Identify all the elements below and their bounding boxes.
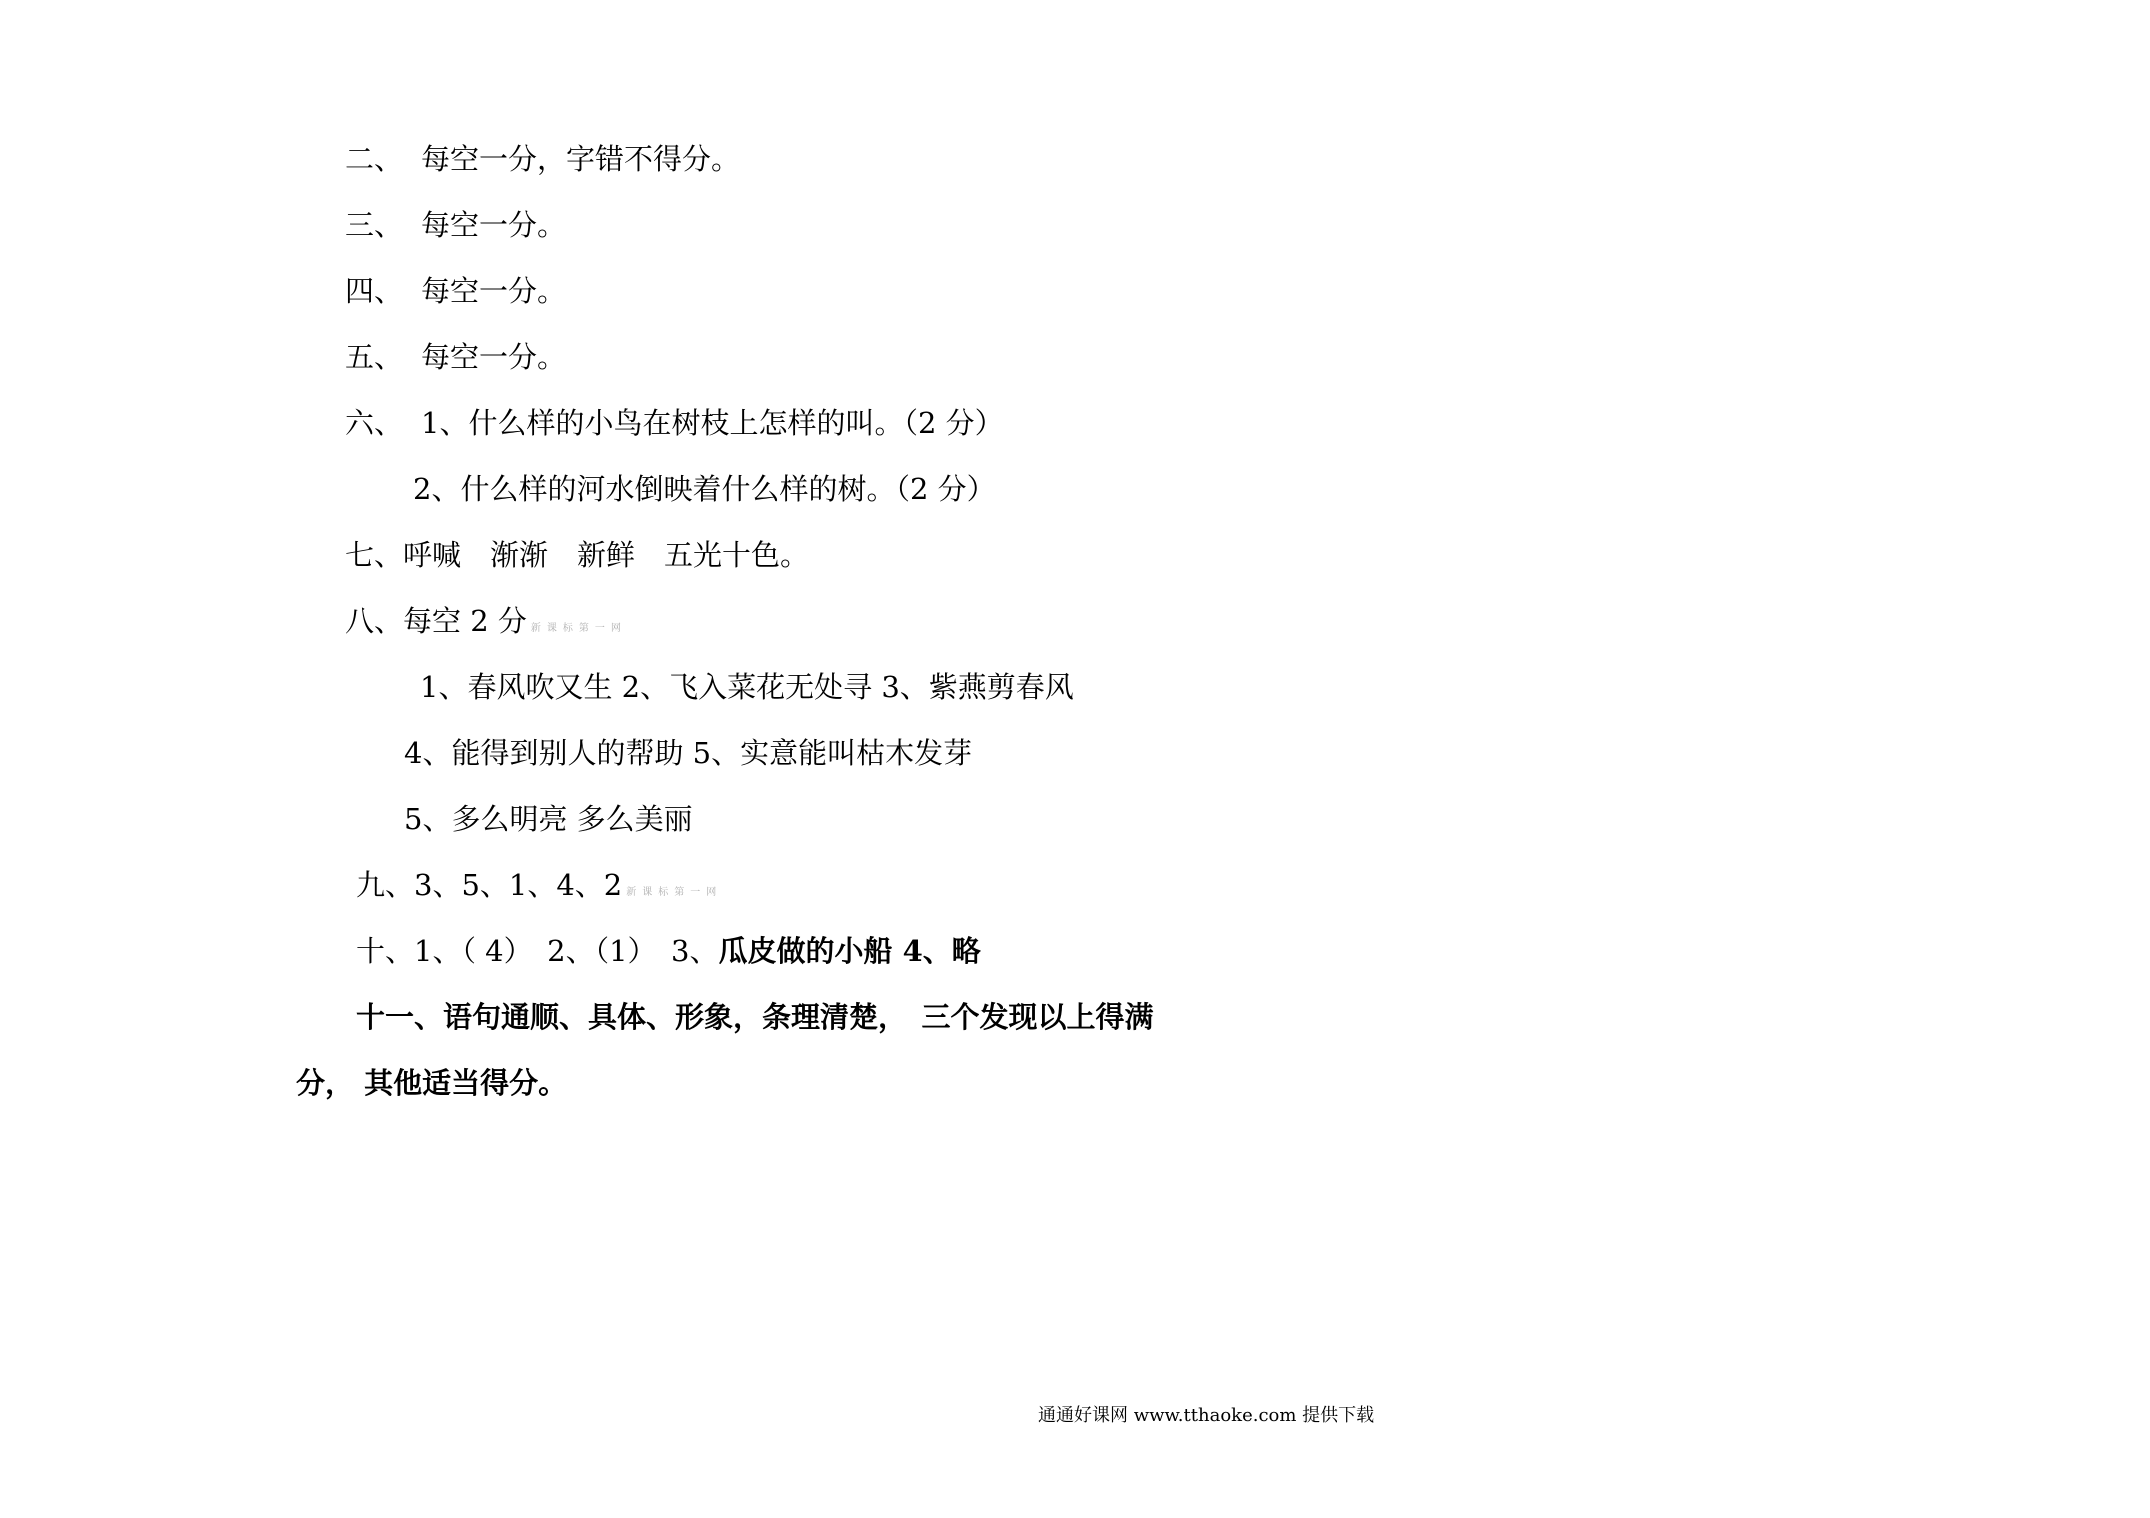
- item-number: 五、: [345, 340, 404, 374]
- item-text: 每空一分。: [421, 340, 567, 374]
- item-text: 每空一分。: [421, 274, 567, 308]
- item-text: 九、3、5、1、4、2: [356, 868, 623, 902]
- answer-line-8c: [404, 799, 693, 839]
- answer-line-4: [345, 271, 566, 311]
- page-footer: 通通好课网 www.tthaoke.com 提供下载: [1038, 1405, 1375, 1426]
- item-text: 1、春风吹又生 2、飞入菜花无处寻 3、紫燕剪春风: [420, 670, 1074, 704]
- item-text: 十一、语句通顺、具体、形象，条理清楚， 三个发现以上得满: [356, 1000, 1154, 1034]
- item-text: 十、1、（ 4） 2、（1） 3、: [356, 934, 719, 968]
- item-number: 六、: [345, 406, 404, 440]
- item-text: 七、呼喊 渐渐 新鲜 五光十色。: [345, 538, 810, 572]
- item-text: 1、什么样的小鸟在树枝上怎样的叫。（2 分）: [421, 406, 1004, 440]
- answer-line-9: [356, 865, 722, 913]
- answer-line-7: [345, 535, 809, 575]
- answer-line-2: [345, 139, 740, 179]
- item-text: 每空一分，字错不得分。: [421, 142, 741, 176]
- item-number: 四、: [345, 274, 404, 308]
- answer-line-6-sub: [413, 469, 996, 509]
- answer-line-8a: [420, 667, 1074, 707]
- item-text: 4、能得到别人的帮助 5、实意能叫枯木发芽: [404, 736, 973, 770]
- item-text: 分， 其他适当得分。: [296, 1066, 568, 1100]
- answer-line-11: [356, 997, 1154, 1037]
- item-text: 2、什么样的河水倒映着什么样的树。（2 分）: [413, 472, 996, 506]
- answer-line-10: [356, 931, 981, 971]
- item-text: 八、每空 2 分: [345, 604, 527, 638]
- watermark-text: 新课标第一网: [530, 623, 627, 634]
- item-text: 5、多么明亮 多么美丽: [404, 802, 693, 836]
- answer-line-8: [345, 601, 627, 649]
- answer-line-8b: [404, 733, 972, 773]
- item-text: 每空一分。: [421, 208, 567, 242]
- answer-line-5: [345, 337, 566, 377]
- item-number: 三、: [345, 208, 404, 242]
- answer-line-3: [345, 205, 566, 245]
- answer-line-11-cont: [296, 1063, 567, 1103]
- item-text-bold: 瓜皮做的小船 4、略: [718, 934, 981, 968]
- item-number: 二、: [345, 142, 404, 176]
- answer-line-6: [345, 403, 1004, 443]
- watermark-text: 新课标第一网: [626, 887, 723, 898]
